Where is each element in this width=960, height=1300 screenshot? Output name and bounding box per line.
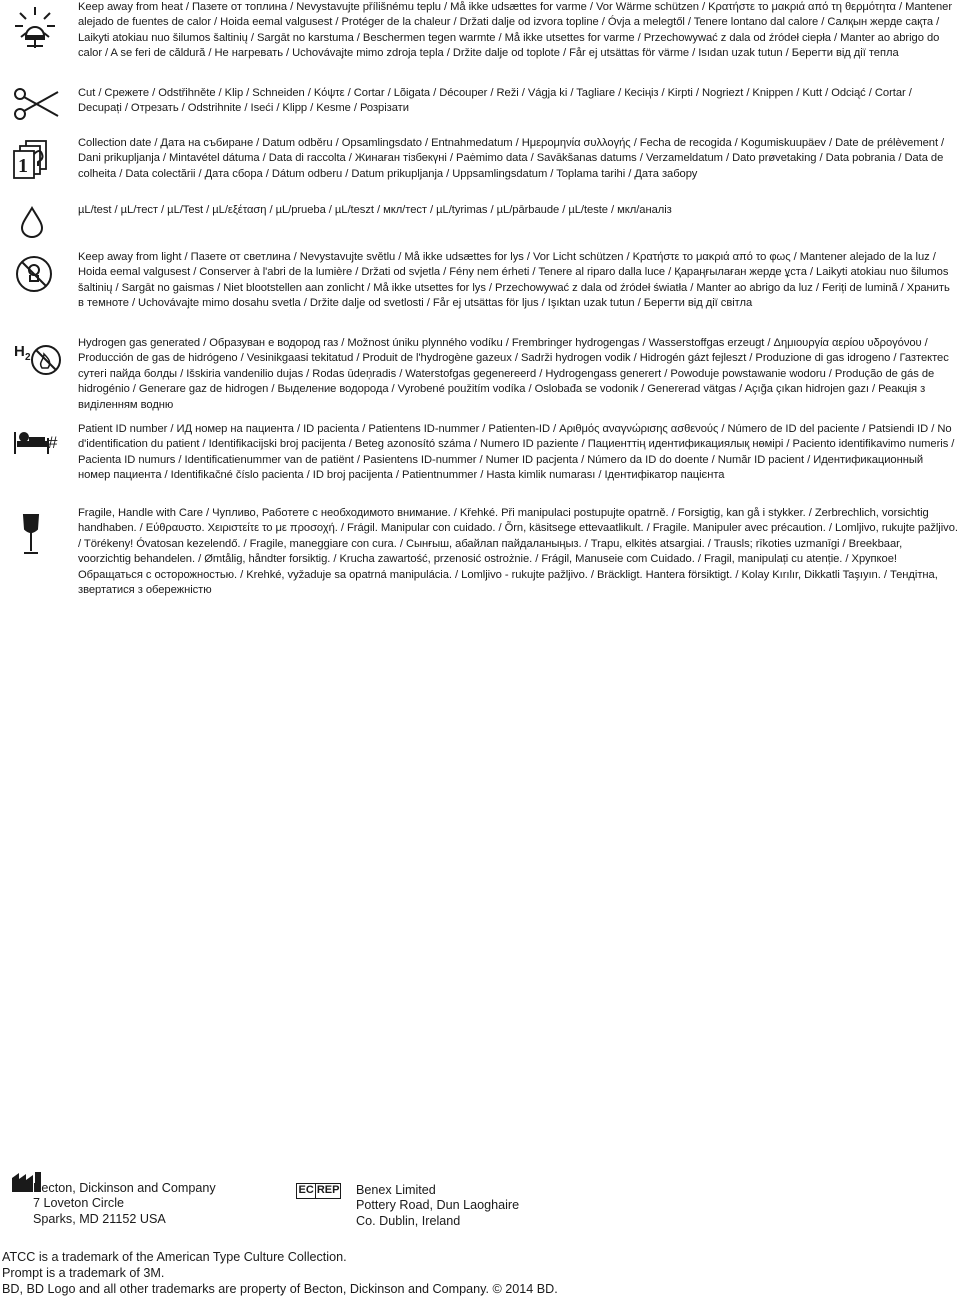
hydrogen-gas-text: Hydrogen gas generated / Образуван е водород газ / Možnost úniku plynného vodíku / Frembringer hydrogengas / Wasserstoffgas erzeugt / Δημιουργία αερίου υδρογόνου / Producción de gas de hidrógeno / Vesinikgaasi tekitatud / Produit de l'hydrogène gazeux / Sadrži hydrogen vodik / Hidrogén gázt fejleszt / Produzione di gas idrogeno / Газтектес сутегі пайда болды / Išskiria vandenilio dujas / Rodas ūdeņradis / Waterstofgas gegenereerd / Hydrogengass generert / Powoduje powstawanie wodoru / Produção de gás de hidrogénio / Generare gaz de hidrogen / Выделение водорода / Vyrobené použitím vodíka / Oslobađa se vodonik / Genererad vätgas / Açığa çıkan hidrojen gazı / Реакція з виділенням водню [78, 337, 949, 411]
drop-icon [12, 206, 52, 238]
keep-away-from-heat-icon [12, 4, 58, 50]
hydrogen-gas-icon [12, 338, 62, 378]
cut-text: Cut / Срежете / Odstřihněte / Klip / Schneiden / Κόψτε / Cortar / Lõigata / Découper / Reži / Vágja ki / Tagliare / Кесіңіз / Kirpti / Nogriezt / Knippen / Kutt / Odciąć / Cortar / Decupați / Отрезать / Odstrihnite / Iseći / Klipp / Kesme / Розрізати [78, 87, 912, 115]
prompt-trademark: Prompt is a trademark of 3M. [2, 1266, 165, 1280]
collection-date-text: Collection date / Дата на събиране / Datum odběru / Opsamlingsdato / Entnahmedatum / Ημερομηνία συλλογής / Fecha de recogida / Kogumiskuupäev / Date de prélèvement / Dani prikupljanja / Mintavétel dátuma / Data di raccolta / Жинаған тізбекүні / Paėmimo data / Savākšanas datums / Verzameldatum / Dato prøvetaking / Data pobrania / Data de colheita / Data colectării / Дата сбора / Dátum odberu / Datum prikupljanja / Uppsamlingsdatum / Toplama tarihi / Дата забору [78, 137, 945, 180]
light-warning-text: Keep away from light / Пазете от светлина / Nevystavujte světlu / Må ikke udsættes for lys / Vor Licht schützen / Κρατήστε το μακριά από το φως / Mantener alejado de la luz / Hoida eemal valgusest / Conserver à l'abri de la lumière / Držati od svjetla / Fény nem érheti / Tenere al riparo dalla luce / Қараңғылаған жерде ұста / Laikyti atokiau nuo šilumos šaltinių / Sargāt no gaismas / Niet blootstellen aan zonlicht / Må ikke utsettes for lys / Przechowywać z dala od źródeł światła / Manter ao abrigo da luz / Feriți de lumină / Хранить в темноте / Uchovávajte mimo dosahu svetla / Držite dalje od svetlosti / Får ej utsättas för ljus / Işıktan uzak tutun / Берегти від дії світла [78, 251, 950, 310]
ec-rep-address [356, 1183, 519, 1229]
hydrogen-subscript: 2 [25, 352, 31, 363]
hydrogen-formula: H [14, 343, 25, 360]
scissors-icon [12, 86, 62, 122]
fragile-icon [12, 513, 52, 557]
collection-date-icon [12, 138, 52, 180]
ec-rep-city: Co. Dublin, Ireland [356, 1213, 461, 1228]
manufacturer-address [33, 1181, 216, 1227]
fragile-text: Fragile, Handle with Care / Чупливо, Работете с необходимото внимание. / Křehké. Při manipulaci postupujte opatrně. / Forsigtig, kan gå i stykker. / Zerbrechlich, vorsichtig handhaben. / Εύθραυστο. Χειριστείτε το με προσοχή. / Frágil. Manipular con cuidado. / Õrn, käsitsege ettevaatlikult. / Fragile. Manipuler avec précaution. / Lomljivo, rukujte pažljivo. / Törékeny! Óvatosan kezelendő. / Fragile, maneggiare con cura. / Сынғыш, абайлап пайдаланыңыз. / Trapu, elkitės atsargiai. / Trausls; rīkoties uzmanīgi / Breekbaar, voorzichtig behandelen. / Ømtålig, håndter forsiktig. / Krucha zawartość, przenosić ostrożnie. / Frágil, Manuseie com Cuidado. / Fragil, manipulați cu atenție. / Хрупкое! Обращаться с осторожностью. / Krehké, vyžaduje sa opatrná manipulácia. / Lomljivo - rukujte pažljivo. / Bräckligt. Hantera försiktigt. / Kolay Kırılır, Dikkatli Taşıyın. / Тендітна, звертатися з обережністю [78, 507, 958, 597]
trademark-footer [2, 1249, 558, 1297]
ec-rep-icon [296, 1183, 341, 1199]
ec-label: EC [298, 1184, 314, 1196]
patient-id-icon [12, 428, 62, 456]
keep-away-from-light-icon [12, 254, 56, 294]
manufacturer-city: Sparks, MD 21152 USA [33, 1211, 166, 1226]
atcc-trademark: ATCC is a trademark of the American Type Culture Collection. [2, 1250, 347, 1264]
keep-away-from-light-symbol [12, 254, 64, 294]
rep-label: REP [316, 1184, 340, 1196]
patient-id-text: Patient ID number / ИД номер на пациента / ID pacienta / Patientens ID-nummer / Patienten-ID / Αριθμός αναγνώρισης ασθενούς / Número de ID del paciente / Patsiendi ID / No d'identification du patient / Identifikacijski broj pacijenta / Beteg azonosító száma / Numero ID paziente / Пациенттің идентификациялық нөмірі / Paciento identifikavimo numeris / Pacienta ID numurs / Identificatienummer van de patiënt / Pasientens ID-nummer / Numer ID pacjenta / Número da ID do doente / Număr ID pacient / Идентификационный номер пациента / Identifikačné číslo pacienta / ID broj pacijenta / Patientnummer / Hasta kimlik numarası / Ідентифікатор пацієнта [78, 423, 955, 482]
patient-id-symbol [12, 428, 64, 456]
ec-rep-name: Benex Limited [356, 1183, 436, 1197]
fragile-symbol [12, 513, 64, 557]
cut-symbol [12, 86, 64, 122]
hydrogen-gas-symbol [12, 338, 64, 378]
bd-trademark: BD, BD Logo and all other trademarks are property of Becton, Dickinson and Company. © 2014 BD. [2, 1282, 558, 1296]
patient-hash: # [48, 433, 58, 452]
volume-per-test-text: µL/test / µL/тест / µL/Test / µL/εξέταση / µL/prueba / µL/teszt / мкл/тест / µL/tyrimas / µL/pārbaude / µL/teste / мкл/аналіз [78, 204, 672, 216]
keep-away-from-heat-symbol [12, 4, 64, 50]
manufacturer-name: Becton, Dickinson and Company [33, 1181, 216, 1195]
collection-date-number: 1 [18, 155, 28, 177]
volume-per-test-symbol [12, 206, 64, 238]
heat-warning-text: Keep away from heat / Пазете от топлина / Nevystavujte přílišnému teplu / Må ikke udsættes for varme / Vor Wärme schützen / Κρατήστε το μακριά από τη θερμότητα / Mantener alejado de fuentes de calor / Hoida eemal valgusest / Protéger de la chaleur / Držati dalje od izvora topline / Óvja a melegtől / Tenere lontano dal calore / Салқын жерде сақта / Laikyti atokiau nuo šilumos šaltinių / Sargāt no karstuma / Beschermen tegen warmte / Må ikke utsettes for varme / Przechowywać z dala od źródeł ciepła / Manter ao abrigo do calor / A se feri de căldură / Не нагревать / Uchovávajte mimo zdroja tepla / Držite dalje od toplote / Får ej utsättas för värme / Isıdan uzak tutun / Берегти від дії тепла [78, 1, 952, 60]
ec-rep-street: Pottery Road, Dun Laoghaire [356, 1198, 520, 1213]
manufacturer-street: 7 Loveton Circle [33, 1196, 125, 1211]
collection-date-symbol [12, 138, 64, 180]
